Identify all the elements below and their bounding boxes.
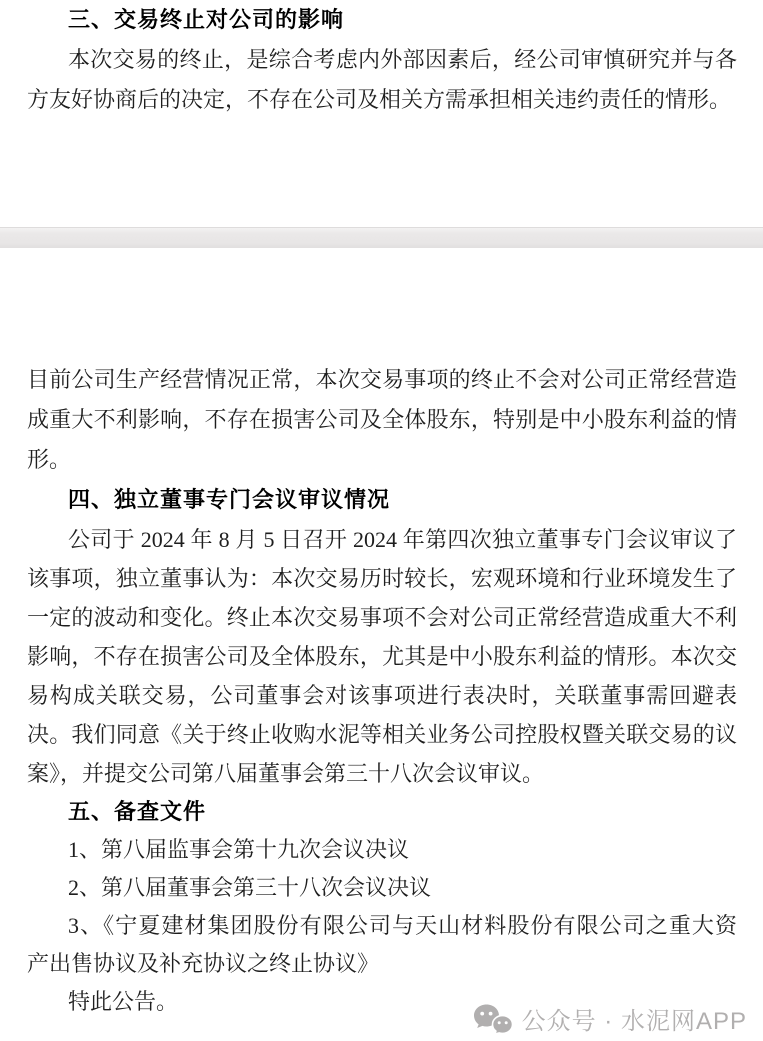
paragraph-line: 目前公司生产经营情况正常，本次交易事项的终止不会对公司正常经营造 <box>27 367 737 392</box>
list-item: 2、第八届董事会第三十八次会议决议 <box>68 875 432 900</box>
section-3-heading: 三、交易终止对公司的影响 <box>68 7 345 32</box>
paragraph-line: 决。我们同意《关于终止收购水泥等相关业务公司控股权暨关联交易的议 <box>27 722 737 747</box>
list-item-wrap-line: 产出售协议及补充协议之终止协议》 <box>27 951 380 976</box>
wechat-icon <box>473 1004 513 1034</box>
paragraph-line: 本次交易的终止，是综合考虑内外部因素后，经公司审慎研究并与各 <box>68 47 737 72</box>
section-5-block <box>27 793 737 1021</box>
section-5-heading: 五、备查文件 <box>68 799 207 824</box>
paragraph-line: 案》，并提交公司第八届董事会第三十八次会议审议。 <box>27 761 545 786</box>
paragraph-line: 一定的波动和变化。终止本次交易事项不会对公司正常经营造成重大不利 <box>27 605 737 630</box>
paragraph-line: 方友好协商后的决定，不存在公司及相关方需承担相关违约责任的情形。 <box>27 87 732 112</box>
list-item: 1、第八届监事会第十九次会议决议 <box>68 837 410 862</box>
paragraph-line: 该事项，独立董事认为：本次交易历时较长，宏观环境和行业环境发生了 <box>27 566 737 591</box>
page-top-content <box>0 0 763 120</box>
closing-line: 特此公告。 <box>68 989 179 1014</box>
paragraph-line: 成重大不利影响，不存在损害公司及全体股东，特别是中小股东利益的情 <box>27 407 737 432</box>
section-4-heading: 四、独立董事专门会议审议情况 <box>68 487 391 512</box>
list-item: 3、《宁夏建材集团股份有限公司与天山材料股份有限公司之重大资 <box>68 913 737 938</box>
section-4-paragraph <box>27 520 737 793</box>
watermark <box>473 1001 747 1036</box>
paragraph-line: 影响，不存在损害公司及全体股东，尤其是中小股东利益的情形。本次交 <box>27 644 737 669</box>
page-bottom-content <box>0 360 763 1021</box>
paragraph-line: 易构成关联交易，公司董事会对该事项进行表决时，关联董事需回避表 <box>27 683 737 708</box>
page-break-band <box>0 227 763 248</box>
paragraph-line: 公司于 2024 年 8 月 5 日召开 2024 年第四次独立董事专门会议审议了 <box>68 527 737 552</box>
watermark-text: 公众号 · 水泥网APP <box>521 1008 747 1035</box>
paragraph-line: 形。 <box>27 447 72 472</box>
